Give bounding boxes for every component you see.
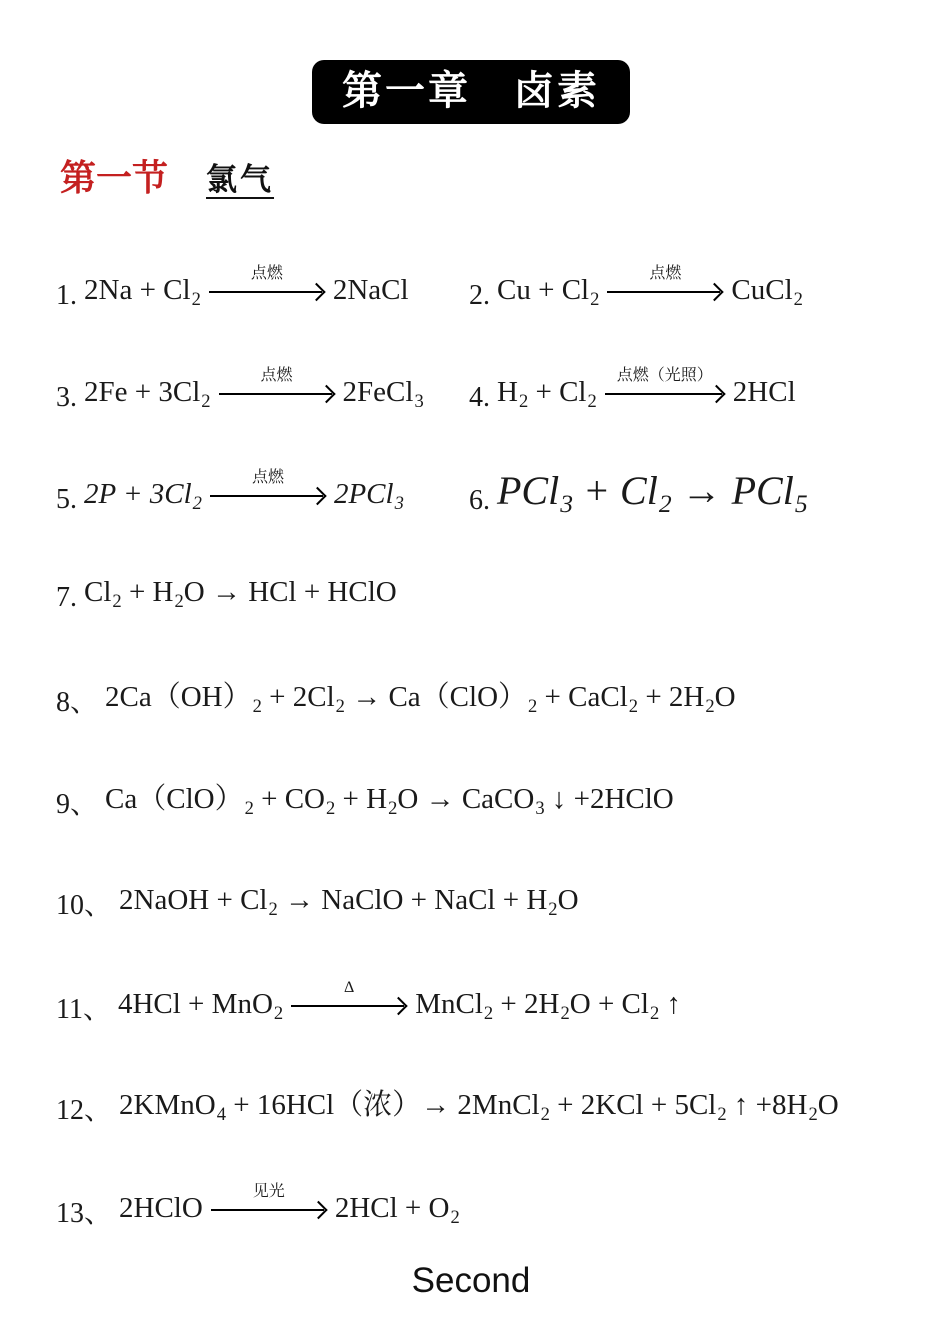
subscript: 3 — [394, 493, 404, 515]
formula-text: 2KMnO — [119, 1088, 216, 1121]
formula-text: 2HCl — [732, 376, 796, 408]
formula-text: 2NaOH + Cl — [119, 884, 268, 916]
equation-number: 12、 — [56, 1094, 113, 1126]
subscript: 2 — [174, 590, 184, 612]
formula-text: + CO — [253, 782, 325, 815]
formula-text: + CaCl — [537, 680, 628, 713]
formula-text: 2Na + Cl — [84, 274, 191, 306]
subscript: 2 — [252, 695, 262, 717]
formula-text: 2NaCl — [332, 274, 409, 306]
arrow-condition-label: Δ — [344, 978, 355, 996]
formula-text: + H — [121, 575, 174, 608]
formula-text: ↓ +2HClO — [544, 782, 674, 815]
arrow-condition-label: 点燃 — [250, 265, 283, 282]
subscript: 5 — [794, 488, 808, 518]
subscript: 2 — [649, 1002, 660, 1024]
subscript: 2 — [628, 695, 639, 717]
formula-text: + 2Cl — [261, 680, 335, 713]
arrow-shaft — [210, 488, 326, 504]
formula-text: Cl — [84, 575, 112, 608]
reaction-arrow — [210, 469, 326, 504]
subscript: 2 — [244, 797, 254, 819]
subscript: 2 — [658, 488, 672, 518]
subscript: 3 — [560, 488, 574, 518]
formula-text: → NaClO + NaCl + H — [277, 884, 548, 916]
equation-body — [84, 265, 409, 311]
equation-item — [56, 1082, 839, 1126]
equation-number: 5. — [56, 484, 77, 515]
equation-number: 10、 — [56, 890, 113, 921]
equation-row — [56, 643, 942, 745]
subscript: 3 — [535, 797, 545, 819]
equation-number: 8、 — [56, 686, 99, 718]
subscript: 2 — [587, 391, 597, 413]
formula-text: 2Ca（OH） — [105, 680, 252, 713]
subscript: 2 — [112, 590, 122, 612]
formula-text: O — [557, 884, 579, 916]
equation-number: 11、 — [56, 993, 111, 1025]
formula-text: O — [817, 1088, 839, 1121]
equation-body — [497, 367, 796, 413]
arrow-condition-label: 点燃（光照） — [616, 367, 713, 384]
formula-text: O → CaCO — [397, 782, 535, 815]
equation-body — [119, 884, 579, 921]
equation-item — [56, 575, 397, 613]
formula-text: 2P + 3Cl — [84, 478, 192, 510]
equation-number: 4. — [469, 382, 490, 413]
formula-text: O + Cl — [569, 987, 649, 1020]
equation-number: 13、 — [56, 1197, 113, 1229]
formula-text: + Cl — [528, 376, 587, 408]
subscript: 2 — [450, 1206, 460, 1228]
equation-body — [105, 674, 736, 715]
formula-text: + 2H — [638, 680, 705, 713]
subscript: 2 — [717, 1103, 727, 1125]
subscript: 4 — [216, 1103, 226, 1125]
subscript: 2 — [528, 695, 538, 717]
formula-text: + 2H — [493, 987, 560, 1020]
arrow-shaft — [607, 284, 723, 300]
subscript: 2 — [705, 695, 715, 717]
equation-body — [497, 467, 808, 518]
formula-text: O — [714, 680, 736, 713]
equation-item — [469, 367, 796, 413]
equation-row — [56, 1153, 942, 1255]
subscript: 2 — [518, 391, 529, 413]
equation-item — [56, 674, 736, 718]
equation-row — [56, 541, 942, 643]
equation-row — [56, 745, 942, 847]
subscript: 2 — [273, 1002, 284, 1024]
equation-item — [56, 1182, 460, 1229]
equation-number: 9、 — [56, 788, 99, 820]
arrow-condition-label: 点燃 — [649, 265, 682, 282]
equation-item — [56, 878, 579, 921]
formula-text: CuCl — [731, 274, 793, 306]
formula-text: 2HClO — [119, 1191, 203, 1224]
chapter-title: 第一章 卤素 — [312, 60, 630, 124]
formula-text: ↑ +8H — [726, 1088, 808, 1121]
formula-text: + Cl — [573, 467, 658, 513]
reaction-arrow — [291, 979, 407, 1014]
subscript: 2 — [590, 289, 600, 311]
subscript: 2 — [192, 493, 202, 515]
equation-row — [56, 949, 942, 1051]
equation-number: 3. — [56, 382, 77, 413]
formula-text: Cu + Cl — [497, 274, 590, 306]
arrow-shaft — [291, 998, 407, 1014]
subscript: 2 — [388, 797, 398, 819]
equation-row — [56, 439, 942, 541]
equation-body — [84, 575, 397, 612]
subscript: 3 — [414, 391, 424, 413]
arrow-condition-label: 点燃 — [260, 367, 293, 384]
arrow-condition-label: 点燃 — [251, 469, 284, 486]
equation-body — [84, 367, 424, 413]
section-heading — [60, 150, 942, 201]
arrow-shaft — [605, 386, 725, 402]
formula-text: 2FeCl — [342, 376, 414, 408]
equation-number: 1. — [56, 280, 77, 311]
subscript: 2 — [201, 391, 211, 413]
equation-row — [56, 235, 942, 337]
section-number: 第一节 — [60, 158, 169, 198]
equation-body — [84, 469, 404, 515]
subscript: 2 — [268, 899, 278, 921]
formula-text: + H — [335, 782, 388, 815]
subscript: 2 — [793, 289, 803, 311]
footer-text: Second — [411, 1261, 531, 1300]
subscript: 2 — [335, 695, 345, 717]
equation-item — [56, 265, 469, 311]
arrow-condition-label: 见光 — [252, 1182, 285, 1200]
equation-number: 2. — [469, 280, 490, 311]
reaction-arrow — [607, 265, 723, 300]
equation-item — [56, 776, 674, 820]
formula-text: → Ca（ClO） — [344, 680, 528, 713]
equation-item — [56, 367, 469, 413]
equation-item — [469, 467, 808, 518]
formula-text: H — [497, 376, 518, 408]
subscript: 2 — [548, 899, 558, 921]
arrow-shaft — [209, 284, 325, 300]
subscript: 2 — [191, 289, 201, 311]
equation-body — [117, 978, 681, 1024]
arrow-shaft — [219, 386, 335, 402]
equation-row — [56, 337, 942, 439]
equation-item — [469, 265, 803, 311]
arrow-shaft — [211, 1202, 327, 1218]
subscript: 2 — [326, 797, 336, 819]
section-name: 氯气 — [206, 162, 275, 197]
subscript: 2 — [808, 1103, 818, 1125]
formula-text: + 2KCl + 5Cl — [549, 1088, 717, 1121]
formula-text: 2PCl — [333, 478, 394, 510]
page-header — [0, 0, 942, 124]
equation-number: 6. — [469, 484, 490, 516]
equation-body — [105, 776, 674, 817]
subscript: 2 — [483, 1002, 494, 1024]
equation-item — [56, 469, 469, 515]
equation-row — [56, 1051, 942, 1153]
equation-item — [56, 978, 681, 1025]
subscript: 2 — [540, 1103, 550, 1125]
formula-text: → PCl — [671, 467, 794, 513]
formula-text: + 16HCl（浓）→ 2MnCl — [225, 1088, 540, 1121]
equation-body — [119, 1182, 460, 1228]
reaction-arrow — [211, 1183, 327, 1218]
formula-text: 2HCl + O — [334, 1191, 450, 1224]
subscript: 2 — [560, 1002, 570, 1024]
formula-text: O → HCl + HClO — [183, 575, 397, 608]
formula-text: MnCl — [415, 987, 483, 1020]
equation-row — [56, 847, 942, 949]
reaction-arrow — [209, 265, 325, 300]
reaction-arrow — [605, 367, 725, 402]
formula-text: 4HCl + MnO — [117, 987, 273, 1020]
equation-body — [497, 265, 803, 311]
equation-number: 7. — [56, 581, 77, 613]
equation-list — [0, 235, 942, 1255]
formula-text: ↑ — [659, 987, 681, 1020]
formula-text: PCl — [497, 467, 560, 513]
equation-body — [119, 1082, 839, 1123]
formula-text: 2Fe + 3Cl — [84, 376, 201, 408]
reaction-arrow — [219, 367, 335, 402]
formula-text: Ca（ClO） — [105, 782, 244, 815]
